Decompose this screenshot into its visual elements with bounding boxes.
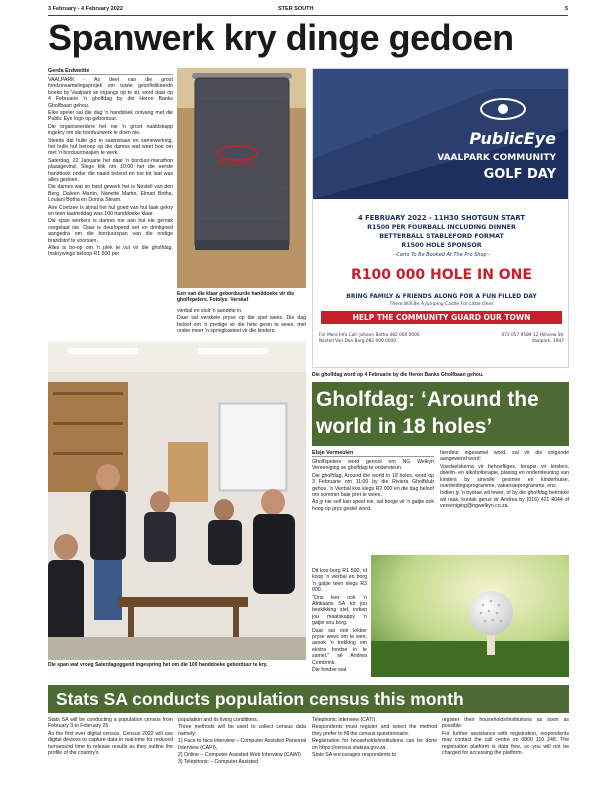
article1-paragraph: Arie Coetzee is almal het hul goed van hul taak gekry en teen laatmiddag was 100 handdoeke klaar. <box>48 204 173 218</box>
group-caption: Die span wat vroeg Saterdagoggend ingespring het om die 100 handdoeke geborduur te kry. <box>48 662 268 668</box>
article3-column4 <box>442 717 569 757</box>
article2-column1 <box>312 450 434 513</box>
article3-paragraph: Stats SA encourages respondents to <box>312 752 397 759</box>
article3-headline: Stats SA conducts population census this month <box>48 685 569 713</box>
article3-paragraph: Stats SA will be conducting a population census from February 3 to February 25. <box>48 717 173 730</box>
article1-paragraph: Saterdag, 22 Januarie het daar 'n borduur-marathon plaasgevind. Slegs klik om 10:00 het die eerste handdoek onder die naald belend en toe tot laat was alles gedoen. <box>48 157 173 183</box>
article2-headline: Gholfdag: ‘Around the world in 18 holes’ <box>312 382 569 446</box>
article3-paragraph: As the first ever digital census, Census 2022 will use digital devices to capture data in real-time for reduced turnaround time to release results as they outline the profile of the country's <box>48 730 173 757</box>
towel-caption: Een van die klaar geborduurde handdoeke vir die gholfspelers. Fotolys: Verskaf <box>177 291 294 303</box>
article3-paragraph: 3) Telephonic – Computer Assisted <box>178 759 259 766</box>
article2-paragraph: Gholfspelers word genooi om NG Welkyn Vereeniging se gholfdag te ondersteun. <box>312 458 434 472</box>
article2-paragraph: Voedselskema vir behoeftiges, terapie vir kinders, dwelm- en alkoholterapie, plasing en ondersteuning van kinders by sinvolle gesinne en kinderhuise, ouerleidingsprogramme, vakansieprogramme, ens. <box>440 463 569 490</box>
article2-column3 <box>440 450 569 511</box>
ad-hole-in-one: R100 000 HOLE IN ONE <box>351 267 532 283</box>
article3-paragraph: register their households/institutions as soon as possible. <box>442 717 569 730</box>
article3-paragraph: 2) Online – Computer Assisted Web Interview (CAWI) <box>178 752 301 759</box>
article1-paragraph: Elke speler sal die dag 'n handdoek ontvang met die Public Eye logo op geborduur. <box>48 109 173 123</box>
ad-subtitle: VAALPARK COMMUNITY <box>437 153 556 163</box>
article1-paragraph: Steeds dat hulle glo in saamstaan en samewerking, het hulle hul beroep op die dames wat weet hoe om met 'n borduurmasjien te werk. <box>48 137 173 157</box>
ad-golf-day: GOLF DAY <box>483 167 556 182</box>
article2-paragraph: Daar sal ook lekker pryse wees om te wen, asook 'n trekking om ekstra fondse in te samel," sê Andrea Combrink. <box>312 627 367 666</box>
article1-paragraph: Die span werkers is dames nie aan hul eie gemak oorgelaat nie. Daar is deurlopend eet en drinkgoed aangedra om die borduurspan van die nodige brandstof te voorsien. <box>48 218 173 244</box>
article2-paragraph: hierdeur ingesamel word, sal vir die volgende aangewend word: <box>440 450 569 463</box>
article1-paragraph: Daar sal verskeie pryse op die spel wees. Die dag beloof om 'n prettige vir die hele gesin te wees, met onder meer 'n springkasteel vir die kinders. <box>177 315 306 335</box>
article2-paragraph: "Ons leer ook 'n Afrikaans SA tot jou beskikking stel, indien jou maatskappy 'n gatjie sou borg. <box>312 594 367 627</box>
ad-contact-right: 073 057 9589 12 Hillview Str Vaalpark, 1947 <box>501 333 564 344</box>
article2-paragraph: Die fondse wat <box>312 667 347 674</box>
ad-family: BRING FAMILY & FRIENDS ALONG FOR A FUN FILLED DAY <box>346 293 537 300</box>
golf-ball-photo <box>371 555 569 677</box>
article3-column1 <box>48 717 173 757</box>
masthead-rule <box>48 15 568 16</box>
ad-family-sub: There Will Be A Jumping Castle For Little Ones <box>389 302 494 307</box>
ad-caption: Die gholfdag word op 4 Februarie by die Heron Banks Gholfbaan gehou. <box>312 372 484 378</box>
article1-column2 <box>177 308 306 336</box>
ad-photo-header <box>313 69 569 199</box>
article1-byline: Gerda Erdwettle <box>48 68 173 75</box>
ad-line1: 4 FEBRUARY 2022 - 11H30 SHOTGUN START <box>358 214 525 222</box>
ad-contact-left: For More Info Call: Johann Botha 082 000 0000 Nestell Van Den Berg 082 000 0000 <box>319 333 420 344</box>
svg-text:PublicEye: PublicEye <box>217 159 257 168</box>
article3-column2 <box>178 717 306 767</box>
towel-photo <box>177 68 306 288</box>
ad-brand: PublicEye <box>469 129 556 148</box>
article1-paragraph: Alles is bo-op om 'n plek te vul vir die gholfdag. Inskrywings beloop R1 500 per <box>48 245 173 258</box>
article1-paragraph: vierbal en sluit 'n aandete in. <box>177 308 243 314</box>
article3-column3 <box>312 717 437 759</box>
ad-line4: R1500 HOLE SPONSOR <box>401 242 482 249</box>
ad-help-banner: HELP THE COMMUNITY GUARD OUR TOWN <box>321 311 562 324</box>
article2-paragraph: Dit kos borg R1 500, of koop 'n vierbal en borg 'n gatjie teen slegs R3 000. <box>312 568 367 594</box>
article1-column1 <box>48 68 173 338</box>
page-number: 5 <box>564 6 568 12</box>
article3-paragraph: Three methods will be used to collect census data namely: <box>178 724 306 737</box>
article1-paragraph: VAALPARK - As deel van die groot fondsinsamelingsprojek om tuiste gesofistikeerde boeke by Vaalpark se ingangs op te sit, word daar op 4 Februarie 'n gholfdag by die Heron Banks Gholfbaan gehou. <box>48 76 173 109</box>
article2-byline: Elsje Vermeulen <box>312 450 434 457</box>
article2-paragraph: Die gholfdag, Around the world in 18 holes, word op 3 Februarie om 11:00 by die Riviera Gholfklub gehou. 'n Vierbal kos slegs R2 000 en die dag beloof om sommer baie pret te wees. <box>312 472 434 498</box>
article3-paragraph: For further assistance with registration, respondents may contact the call centre on 0800 110 248. The registration platform is data free, so you will not be charged for accessing the platform. <box>442 730 569 757</box>
page-headline: Spanwerk kry dinge gedoen <box>48 17 514 58</box>
group-photo <box>48 342 306 660</box>
article3-paragraph: 1) Face to face interview – Computer Assisted Personal Interview (CAPI), <box>178 738 306 751</box>
issue-date: 3 February - 4 February 2022 <box>48 6 123 12</box>
article3-paragraph: Telephonic Interview (CATI). <box>312 717 377 723</box>
article3-paragraph: population and its living conditions. <box>178 717 259 723</box>
article3-paragraph: Registration for households/institutions can be done on https://census.statssa.gov.za. <box>312 738 437 751</box>
ad-line5: - Carts To Be Booked At The Pro Shop - <box>392 252 491 258</box>
paper-name: STER SOUTH <box>278 6 314 12</box>
ad-line3: BETTERBALL STABLEFORD FORMAT <box>379 233 504 240</box>
article2-column2 <box>312 568 367 678</box>
article1-paragraph: Die dames wat so hard gewerk het is Nestell van den Berg, Daleen Martin, Nanette Martin, Elmari Botha, Loulani Botha en Donna Steam. <box>48 184 173 204</box>
article3-paragraph: Respondents must register and select the method they prefer to fill the census questionnaire. <box>312 724 437 737</box>
ad-line2: R1500 PER FOURBALL INCLUDING DINNER <box>367 224 516 231</box>
article2-paragraph: Indien jy 'n bydrae wil lewer, of by die gholfdag betrokke wil raak, kontak gerus vir Andrea by (016) 421 4044 of vereeniging@ngwelkyn.co.za. <box>440 490 569 510</box>
golf-day-advert <box>312 68 569 368</box>
article1-paragraph: Die organiseerders het nie 'n groot naaldskapp ingekry om die borduurwerk te doen nie. <box>48 123 173 137</box>
article2-paragraph: As jy nie self kan speel nie, sal borge vir 'n gatjie ook hoog op prys gestel word. <box>312 499 434 512</box>
